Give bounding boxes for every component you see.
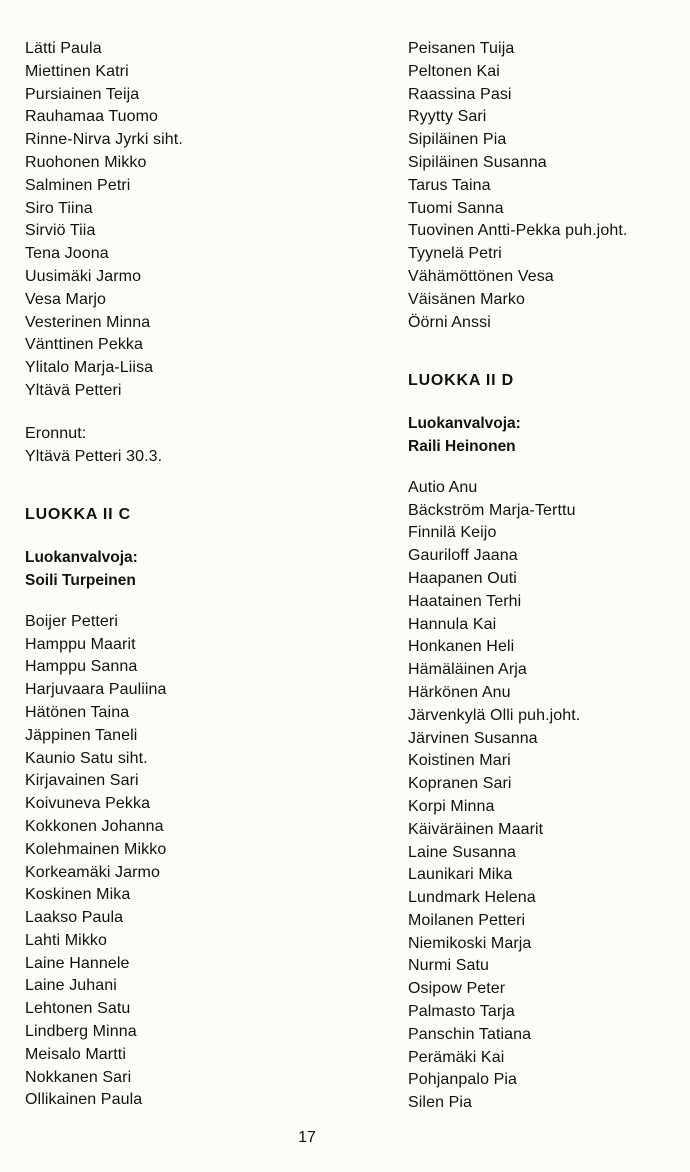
name-entry: Palmasto Tarja [408,1003,515,1021]
name-entry: Ylitalo Marja-Liisa [25,359,154,377]
name-entry: Tuomi Sanna [408,199,504,217]
name-entry: Rinne-Nirva Jyrki siht. [25,131,183,149]
name-entry: Koivuneva Pekka [25,795,151,813]
name-entry: Vesa Marjo [25,290,107,308]
name-entry: Ryytty Sari [408,108,487,126]
name-entry: Peltonen Kai [408,62,500,80]
name-entry: Salminen Petri [25,176,131,194]
name-entry: Moilanen Petteri [408,911,526,929]
name-entry: Koskinen Mika [25,886,131,904]
name-entry: Rauhamaa Tuomo [25,108,159,126]
name-entry: Silen Pia [408,1094,473,1112]
name-entry: Tarus Taina [408,176,491,194]
name-entry: Gauriloff Jaana [408,547,518,565]
page-number: 17 [298,1129,316,1146]
name-entry: Hannula Kai [408,615,497,633]
supervisor-label-ii-d: Luokanvalvoja: [408,415,521,433]
name-list-right-top [408,38,688,334]
name-entry: Tena Joona [25,245,109,263]
name-entry: Kirjavainen Sari [25,772,139,790]
name-entry: Lindberg Minna [25,1023,137,1041]
name-entry: Nokkanen Sari [25,1068,132,1086]
name-entry: Finnilä Keijo [408,524,497,542]
name-entry: Raassina Pasi [408,85,512,103]
name-entry: Tuovinen Antti-Pekka puh.joht. [408,222,628,240]
name-entry: Ruohonen Mikko [25,153,147,171]
name-entry: Perämäki Kai [408,1048,505,1066]
name-entry: Vänttinen Pekka [25,336,144,354]
name-entry: Sirviö Tiia [25,222,96,240]
supervisor-name-ii-c: Soili Turpeinen [25,571,136,589]
name-entry: Lahti Mikko [25,931,108,949]
name-entry: Korpi Minna [408,797,495,815]
right-column [408,38,688,1115]
name-entry: Ollikainen Paula [25,1091,143,1109]
eronnut-entry: Yltävä Petteri 30.3. [25,447,163,465]
name-entry: Haatainen Terhi [408,592,522,610]
name-entry: Bäckström Marja-Terttu [408,501,576,519]
supervisor-label-ii-c: Luokanvalvoja: [25,549,138,567]
name-entry: Harjuvaara Pauliina [25,681,167,699]
name-entry: Sipiläinen Susanna [408,153,547,171]
name-entry: Korkeamäki Jarmo [25,863,160,881]
name-entry: Lehtonen Satu [25,1000,131,1018]
name-entry: Jäppinen Taneli [25,726,138,744]
name-entry: Honkanen Heli [408,638,515,656]
name-entry: Laine Juhani [25,977,117,995]
name-entry: Hämäläinen Arja [408,661,527,679]
name-entry: Peisanen Tuija [408,40,515,57]
supervisor-name-ii-d: Raili Heinonen [408,437,516,455]
name-entry: Hamppu Maarit [25,635,136,653]
name-entry: Vähämöttönen Vesa [408,267,554,285]
name-entry: Nurmi Satu [408,957,490,975]
name-list-ii-d [408,477,688,1115]
name-entry: Lundmark Helena [408,889,536,907]
class-heading-ii-d: LUOKKA II D [408,372,514,390]
name-list-left-top [25,38,325,403]
class-heading-ii-c: LUOKKA II C [25,506,131,524]
name-entry: Panschin Tatiana [408,1025,532,1043]
name-list-ii-c [25,611,325,1113]
name-entry: Kopranen Sari [408,775,512,793]
name-entry: Miettinen Katri [25,62,129,80]
name-entry: Pohjanpalo Pia [408,1071,518,1089]
name-entry: Lätti Paula [25,40,102,57]
name-entry: Autio Anu [408,478,478,496]
name-entry: Yltävä Petteri [25,381,122,399]
name-entry: Järvenkylä Olli puh.joht. [408,706,581,724]
name-entry: Boijer Petteri [25,612,118,630]
name-entry: Väisänen Marko [408,290,526,308]
name-entry: Hamppu Sanna [25,658,138,676]
name-entry: Käiväräinen Maarit [408,820,544,838]
name-entry: Öörni Anssi [408,313,491,331]
name-entry: Kaunio Satu siht. [25,749,148,767]
name-entry: Vesterinen Minna [25,313,151,331]
name-entry: Järvinen Susanna [408,729,538,747]
name-entry: Kokkonen Johanna [25,817,164,835]
name-entry: Laine Susanna [408,843,517,861]
name-entry: Laakso Paula [25,909,124,927]
eronnut-label: Eronnut: [25,424,87,442]
name-entry: Pursiainen Teija [25,85,140,103]
name-entry: Laine Hannele [25,954,130,972]
name-entry: Siro Tiina [25,199,93,217]
name-entry: Niemikoski Marja [408,934,532,952]
name-entry: Hätönen Taina [25,703,130,721]
name-entry: Meisalo Martti [25,1045,126,1063]
name-entry: Osipow Peter [408,980,506,998]
name-entry: Haapanen Outi [408,569,517,587]
name-entry: Koistinen Mari [408,752,511,770]
name-entry: Uusimäki Jarmo [25,267,142,285]
name-entry: Launikari Mika [408,866,513,884]
name-entry: Sipiläinen Pia [408,131,507,149]
name-entry: Kolehmainen Mikko [25,840,167,858]
name-entry: Tyynelä Petri [408,245,502,263]
name-entry: Härkönen Anu [408,683,511,701]
left-column [25,38,325,1112]
